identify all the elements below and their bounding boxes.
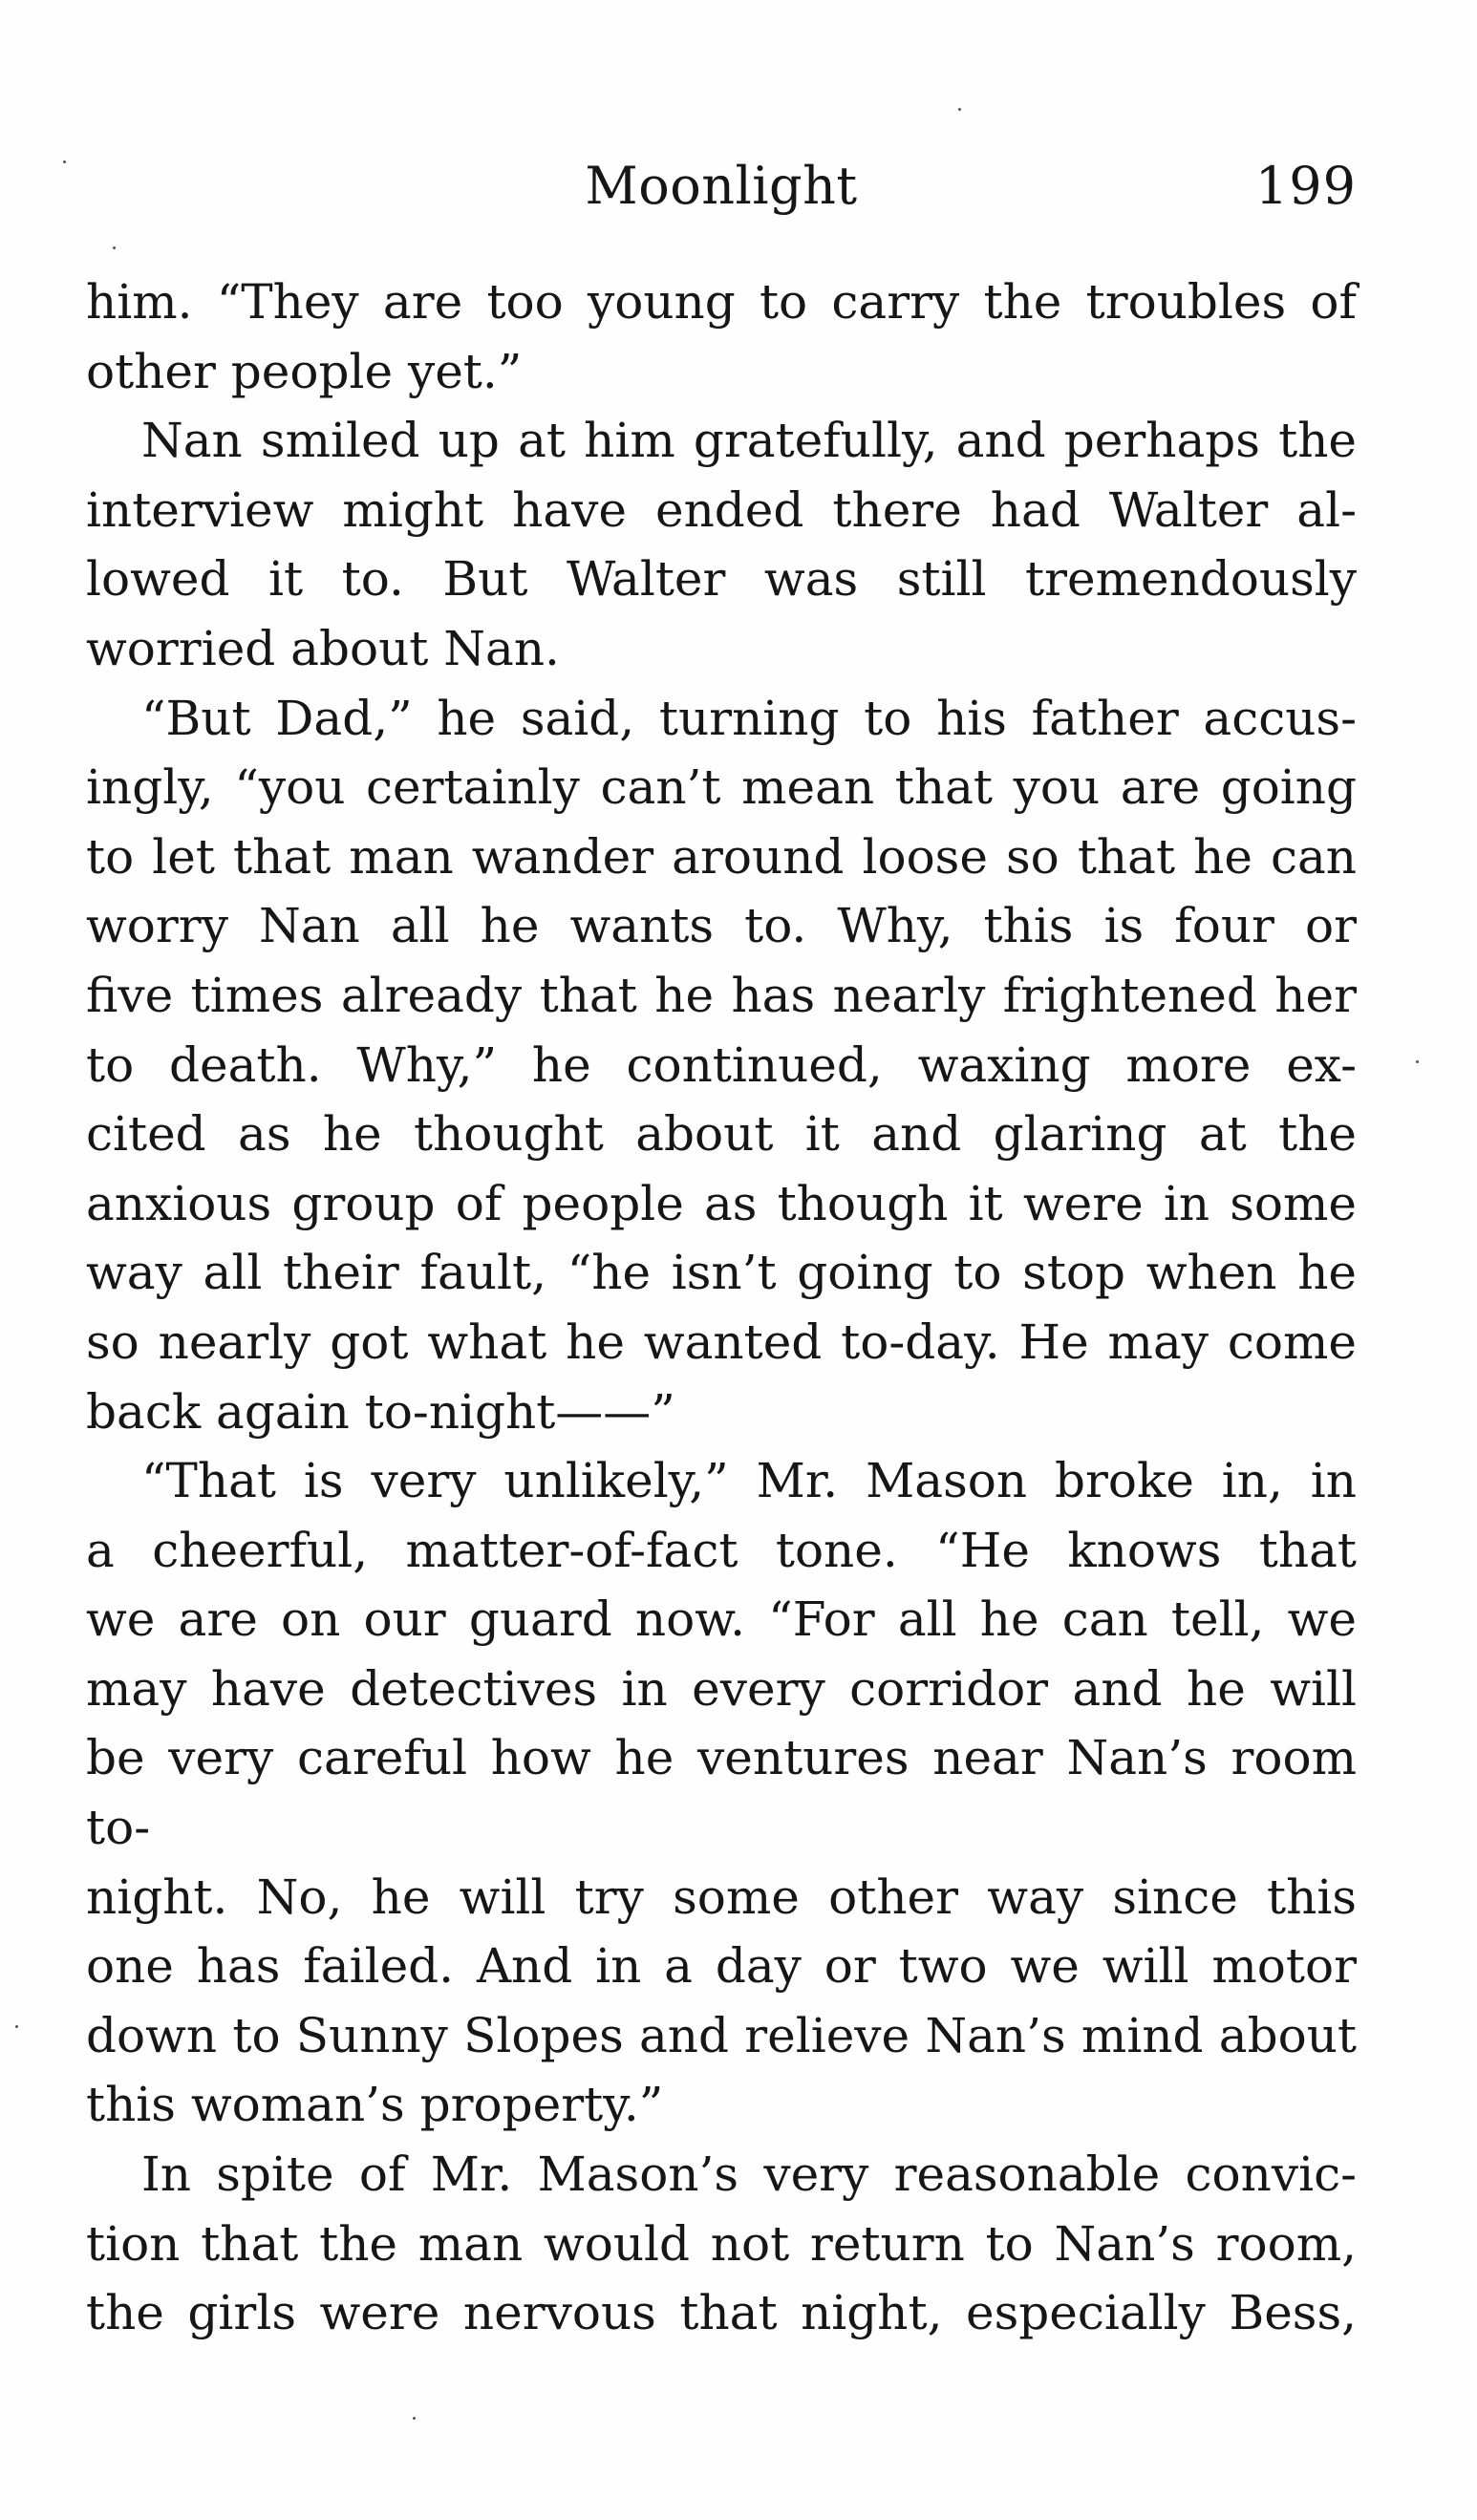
page-number: 199 xyxy=(1254,156,1357,216)
paragraph-line: ingly, “you certainly can’t mean that you are going xyxy=(86,759,1357,816)
scan-speck xyxy=(413,2417,416,2420)
scan-speck xyxy=(113,246,116,249)
paragraph-line: worried about Nan. xyxy=(86,620,560,676)
running-head xyxy=(86,153,1357,220)
chapter-title: Moonlight xyxy=(585,156,858,216)
scan-speck xyxy=(1416,1060,1419,1063)
scan-speck xyxy=(63,160,66,163)
body-text xyxy=(86,267,1357,2348)
paragraph-line: back again to-night——” xyxy=(86,1383,675,1440)
paragraph-line: lowed it to. But Walter was still tremendously xyxy=(86,551,1357,608)
paragraph-line: “But Dad,” he said, turning to his father accus- xyxy=(141,690,1357,746)
paragraph-line: cited as he thought about it and glaring at the xyxy=(86,1106,1357,1163)
paragraph-line: a cheerful, matter-of-fact tone. “He knows that xyxy=(86,1522,1357,1578)
paragraph-line: this woman’s property.” xyxy=(86,2077,664,2133)
paragraph-line: “That is very unlikely,” Mr. Mason broke in, in xyxy=(141,1453,1357,1509)
paragraph-line: may have detectives in every corridor and he will xyxy=(86,1660,1357,1717)
paragraph-line: so nearly got what he wanted to-day. He may come xyxy=(86,1313,1357,1370)
paragraph-line: interview might have ended there had Walter al- xyxy=(86,481,1357,538)
paragraph-line: one has failed. And in a day or two we will motor xyxy=(86,1938,1357,1995)
paragraph-line: night. No, he will try some other way since this xyxy=(86,1869,1357,1925)
paragraph-line: way all their fault, “he isn’t going to stop when he xyxy=(86,1245,1357,1301)
paragraph-line: to death. Why,” he continued, waxing more ex- xyxy=(86,1036,1357,1093)
paragraph-line: we are on our guard now. “For all he can tell, we xyxy=(86,1591,1357,1648)
paragraph-line: down to Sunny Slopes and relieve Nan’s mind about xyxy=(86,2007,1357,2063)
scan-speck xyxy=(15,2025,18,2028)
paragraph-line: Nan smiled up at him gratefully, and perhaps the xyxy=(141,413,1357,469)
scan-speck xyxy=(958,108,961,111)
paragraph-line: worry Nan all he wants to. Why, this is four or xyxy=(86,898,1357,954)
paragraph-line: five times already that he has nearly frightened her xyxy=(86,967,1357,1023)
paragraph-line: the girls were nervous that night, especially Bess, xyxy=(86,2285,1357,2341)
paragraph-line: to let that man wander around loose so that he can xyxy=(86,828,1357,885)
paragraph-line: be very careful how he ventures near Nan’s room to- xyxy=(86,1730,1357,1856)
paragraph-line: other people yet.” xyxy=(86,343,523,399)
paragraph-line: tion that the man would not return to Nan’s room, xyxy=(86,2215,1357,2272)
paragraph-line: anxious group of people as though it were in some xyxy=(86,1175,1357,1231)
paragraph-line: In spite of Mr. Mason’s very reasonable convic- xyxy=(141,2146,1357,2203)
paragraph-line: him. “They are too young to carry the troubles of xyxy=(86,274,1357,330)
